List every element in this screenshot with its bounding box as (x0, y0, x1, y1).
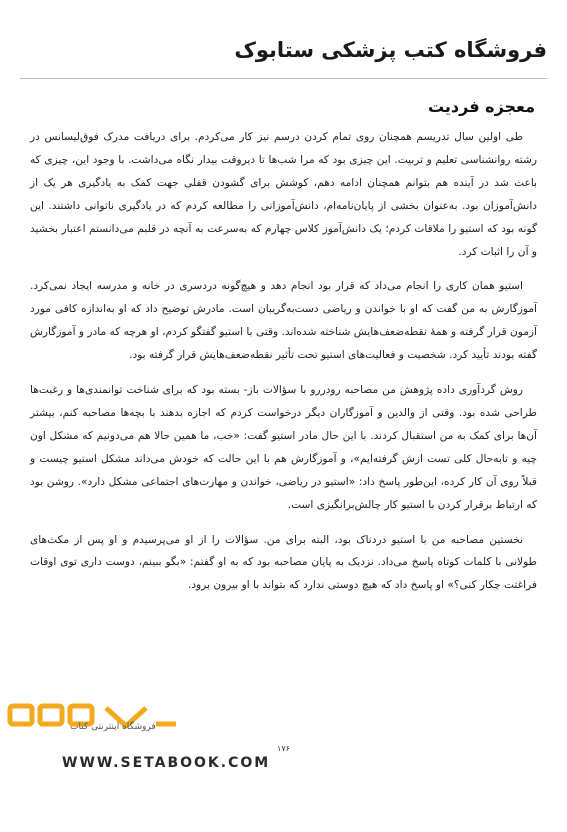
page-number: ۱۷۶ (277, 744, 290, 753)
watermark-tagline: فروشگاه اینترنتی کتاب (70, 722, 156, 732)
watermark-url: WWW.SETABOOK.COM (62, 755, 271, 771)
paragraph: نخستین مصاحبه من با استیو دردناک بود، البته برای من. سؤالات را از او می‌پرسیدم و او پس از مکث‌های طولانی با کلمات کوتاه پاسخ می‌داد. نزدیک به پایان مصاحبه بود که به او گفتم: «بگو ببینم، دوست داری توی اوقات فراغتت چکار کنی؟» او پاسخ داد که هیچ دوستی ندارد که بتواند با او بیرون برود. (30, 533, 537, 592)
body-text (30, 126, 537, 609)
section-title: معجزه فردیت (427, 97, 535, 116)
paragraph: طی اولین سال تدریسم همچنان روی تمام کردن درسم نیز کار می‌کردم. برای دریافت مدرک فوق‌لیسانس در رشته روانشناسی تعلیم و تربیت. این چیزی بود که مرا شب‌ها تا دیروقت بیدار نگاه می‌داشت. با وجود این، چیزی که باعث شد در آینده هم بتوانم همچنان ادامه دهم، کوشش برای گشودن قفلی جهت کمک به یادگیری هر یک از دانش‌آموزان بود. به‌عنوان بخشی از پایان‌نامه‌ام، دانش‌آموزانی را مطالعه کردم که در یادگیری ناتوانی داشتند. این گونه بود که استیو را ملاقات کردم؛ یک دانش‌آموز کلاس چهارم که به‌سرعت به آنچه در قلبم می‌دانستم اعتبار بخشید و آن را اثبات کرد. (30, 131, 537, 258)
header-divider (20, 78, 547, 79)
paragraph: روش گردآوری داده پژوهش من مصاحبه رودررو با سؤالات باز- بسته بود که برای شناخت توانمندی‌ها و رغبت‌ها طراحی شده بود. وقتی از والدین و آموزگاران دیگر درخواست کردم که اجازه بدهند با بچه‌ها مصاحبه کنم، بیشتر آن‌ها برای کمک به من استقبال کردند. با این حال مادر استیو گفت: «خب، ما همین حالا هم می‌دونیم که مشکل اون چیه و تابه‌حال کلی تست ازش گرفته‌ایم»، و آموزگارش هم با این حالت که خودش می‌داند مشکل استیو چیست و قبلاً روی آن کار کرده، این‌طور پاسخ داد: «استیو در ریاضی، خواندن و مهارت‌های اجتماعی مشکل دارد». روشن بود که ارتباط برقرار کردن با استیو کار چالش‌برانگیزی است. (30, 384, 537, 511)
header-title: فروشگاه کتب پزشکی ستابوک (234, 38, 547, 62)
paragraph: استیو همان کاری را انجام می‌داد که قرار بود انجام دهد و هیچ‌گونه دردسری در خانه و مدرسه ایجاد نمی‌کرد. آموزگارش به من گفت که او با خواندن و ریاضی دست‌به‌گریبان است. مادرش توضیح داد که او به‌اندازه کافی مورد آزمون قرار گرفته و همهٔ نقطه‌ضعف‌هایش شناخته شده‌اند. وقتی با استیو گفتگو کردم، او هرچه که مادر و آموزگارش گفته بودند تأیید کرد. شخصیت و فعالیت‌های استیو تحت تأثیر نقطه‌ضعف‌هایش قرار گرفته بود. (30, 280, 537, 362)
